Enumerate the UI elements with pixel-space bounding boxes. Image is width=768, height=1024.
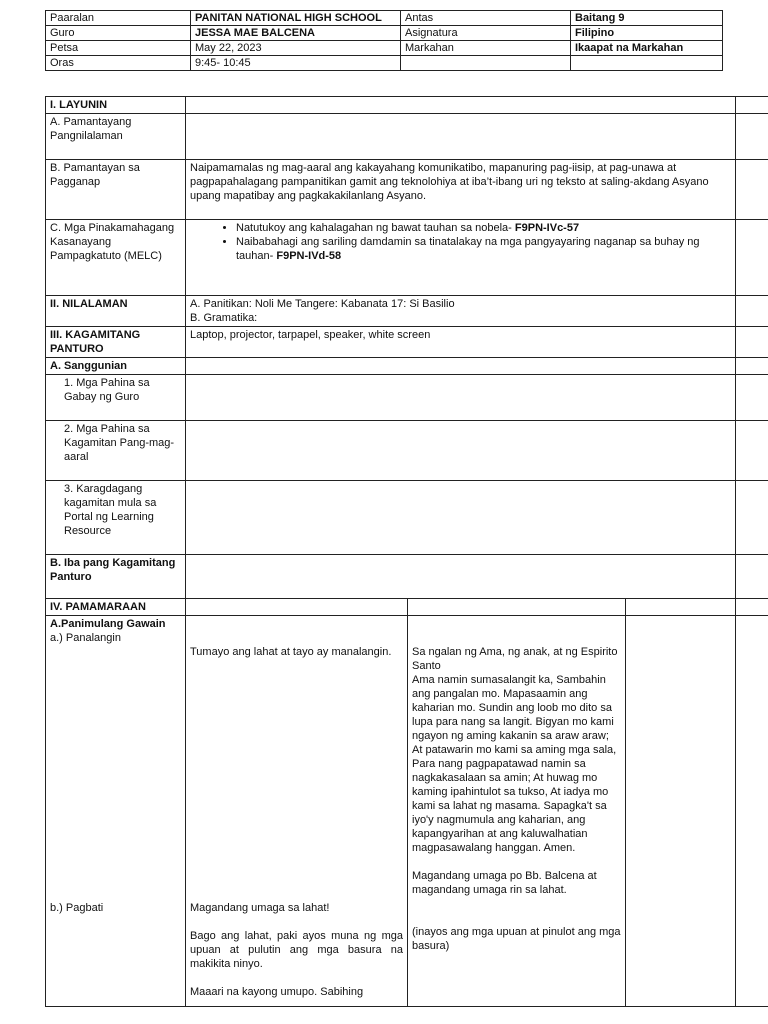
pamantayan-sa-pagganap-row (46, 160, 768, 220)
empty-cell (571, 56, 723, 71)
melc-code: F9PN-IVc-57 (514, 222, 580, 234)
pagbati-teacher-greeting: Magandang umaga sa lahat! (190, 902, 330, 914)
sanggunian-heading: A. Sanggunian (46, 358, 186, 375)
header-row-guro (46, 26, 723, 41)
pamantayang-pangnilalaman-row (46, 114, 768, 160)
pagbati-teacher-sit: Maaari na kayong umupo. Sabihing (190, 986, 364, 998)
nilalaman-heading: II. NILALAMAN (46, 296, 186, 327)
header-row-petsa (46, 41, 723, 56)
sanggunian-row (46, 358, 768, 375)
melc-code: F9PN-IVd-58 (276, 250, 342, 262)
markahan-value: Ikaapat na Markahan (571, 41, 723, 56)
panimulang-gawain-row (46, 616, 768, 1007)
paaralan-label: Paaralan (46, 11, 191, 26)
melc-row (46, 220, 768, 296)
karagdagang-row (46, 481, 768, 555)
pagbati-student-greeting: Magandang umaga po Bb. Balcena at magandang umaga rin sa lahat. (412, 870, 597, 896)
gabay-label: 1. Mga Pahina sa Gabay ng Guro (46, 375, 186, 421)
antas-value: Baitang 9 (571, 11, 723, 26)
iba-pang-row (46, 555, 768, 599)
antas-label: Antas (401, 11, 571, 26)
pagbati-label: b.) Pagbati (50, 902, 104, 914)
nilalaman-row (46, 296, 768, 327)
pamamaraan-heading: IV. PAMAMARAAN (46, 599, 186, 616)
pagbati-student-action: (inayos ang mga upuan at pinulot ang mga basura) (412, 926, 621, 952)
markahan-label: Markahan (401, 41, 571, 56)
melc-label: C. Mga Pinakamahagang Kasanayang Pampagkatuto (MELC) (46, 220, 186, 296)
petsa-label: Petsa (46, 41, 191, 56)
kagamitang-text: Laptop, projector, tarpapel, speaker, white screen (186, 327, 736, 358)
kagamitang-heading: III. KAGAMITANG PANTURO (46, 327, 186, 358)
pagbati-teacher-instruction: Bago ang lahat, paki ayos muna ng mga upuan at pulutin ang mga basura na makikita ninyo. (190, 930, 403, 970)
lesson-plan-table (45, 96, 768, 1007)
melc-item: • Natutukoy ang kahalagahan ng bawat tauhan sa nobela- F9PN-IVc-57 (236, 221, 731, 235)
panimulang-gawain-heading: A.Panimulang Gawain (50, 618, 166, 630)
guro-value: JESSA MAE BALCENA (191, 26, 401, 41)
panalangin-teacher-text: Tumayo ang lahat at tayo ay manalangin. (190, 646, 392, 658)
panalangin-label: a.) Panalangin (50, 632, 121, 644)
empty-cell (401, 56, 571, 71)
oras-value: 9:45- 10:45 (191, 56, 401, 71)
header-row-oras (46, 56, 723, 71)
pamantayan-sa-pagganap-label: B. Pamantayan sa Pagganap (46, 160, 186, 220)
nilalaman-panitikan: A. Panitikan: Noli Me Tangere: Kabanata 17: Si Basilio (190, 298, 455, 310)
paaralan-value: PANITAN NATIONAL HIGH SCHOOL (191, 11, 401, 26)
layunin-heading: I. LAYUNIN (46, 97, 186, 114)
header-row-paaralan (46, 11, 723, 26)
layunin-row (46, 97, 768, 114)
melc-item: • Naibabahagi ang sariling damdamin sa tinatalakay na mga pangyayaring naganap sa buhay ng tauhan- F9PN-IVd-58 (236, 235, 731, 263)
guro-label: Guro (46, 26, 191, 41)
panalangin-student-prayer: Sa ngalan ng Ama, ng anak, at ng Espirito Santo Ama namin sumasalangit ka, Sambahin ang pangalan mo. Mapasaamin ang kaharian mo. Sundin ang loob mo dito sa lupa para nang sa langit. Bigyan mo kami ngayon ng aming kakanin sa araw araw; At patawarin mo kami sa aming mga sala, Para nang pagpapatawad namin sa nagkakasalaan sa amin; At huwag mo kaming ipahintulot sa tukso, At iadya mo kami sa lahat ng masama. Sapagka't sa iyo'y nagmumula ang kaharian, ang kapangyarihan at ang kaluwalhatian magpasawalang hanggan. Amen. (412, 646, 618, 854)
pamamaraan-row (46, 599, 768, 616)
gabay-row (46, 375, 768, 421)
lesson-header-table (45, 10, 723, 71)
pamantayang-pangnilalaman-label: A. Pamantayang Pangnilalaman (46, 114, 186, 160)
kagamitang-row (46, 327, 768, 358)
melc-list (190, 221, 731, 263)
petsa-value: May 22, 2023 (191, 41, 401, 56)
oras-label: Oras (46, 56, 191, 71)
kagamitan-pang-mag-aaral-row (46, 421, 768, 481)
kagamitan-pang-mag-aaral-label: 2. Mga Pahina sa Kagamitan Pang-mag-aaral (46, 421, 186, 481)
asignatura-value: Filipino (571, 26, 723, 41)
asignatura-label: Asignatura (401, 26, 571, 41)
pamantayan-sa-pagganap-text: Naipamamalas ng mag-aaral ang kakayahang komunikatibo, mapanuring pag-iisip, at pag-unawa at pagpapahalagang pampanitikan gamit ang teknolohiya at iba’t-ibang uri ng teksto at saling-akdang Asyano upang mapatibay ang pagkakakilanlang Asyano. (186, 160, 736, 220)
iba-pang-label: B. Iba pang Kagamitang Panturo (46, 555, 186, 599)
karagdagang-label: 3. Karagdagang kagamitan mula sa Portal ng Learning Resource (46, 481, 186, 555)
nilalaman-gramatika: B. Gramatika: (190, 312, 258, 324)
